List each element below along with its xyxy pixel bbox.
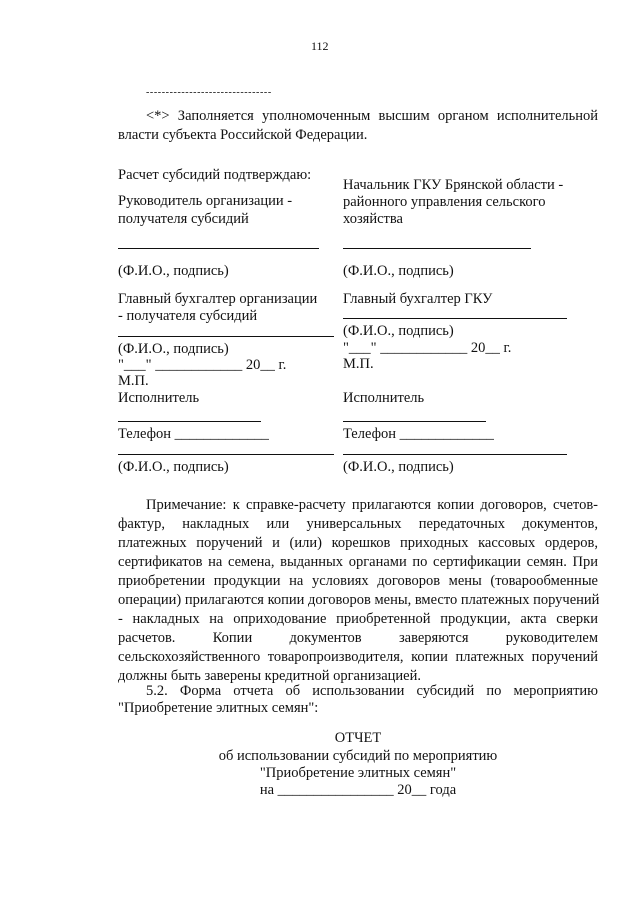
left-signature-line-2 [118, 336, 334, 337]
left-fio-3: (Ф.И.О., подпись) [118, 459, 229, 475]
right-executor: Исполнитель [343, 390, 425, 406]
note-line-3: платежных поручений и (или) корешков приходных кассовых ордеров, [118, 535, 598, 551]
note-line-8: расчетов. Копии документов заверяются руководителем [118, 630, 598, 646]
left-accountant-title-1: Главный бухгалтер организации [118, 291, 318, 307]
right-executor-line [343, 421, 486, 422]
section-heading-line-1: 5.2. Форма отчета об использовании субсидий по мероприятию [146, 683, 598, 699]
left-date: "___" ____________ 20__ г. [118, 357, 287, 373]
right-stamp-mp: М.П. [343, 356, 374, 372]
note-line-5: приобретении продукции на условиях договоров мены (товарообменные [118, 573, 598, 589]
note-line-1: Примечание: к справке-расчету прилагаются копии договоров, счетов- [146, 497, 598, 513]
left-fio-2: (Ф.И.О., подпись) [118, 341, 229, 357]
footnote-line-2: власти субъекта Российской Федерации. [118, 127, 368, 143]
left-executor-line [118, 421, 261, 422]
left-phone: Телефон _____________ [118, 426, 269, 442]
right-head-title-1: Начальник ГКУ Брянской области - [343, 177, 564, 193]
left-fio-1: (Ф.И.О., подпись) [118, 263, 229, 279]
left-stamp-mp: М.П. [118, 373, 149, 389]
right-signature-line-2 [343, 318, 567, 319]
report-title: ОТЧЕТ [334, 730, 382, 746]
left-signature-line-1 [118, 248, 319, 249]
right-fio-3: (Ф.И.О., подпись) [343, 459, 454, 475]
report-date: на ________________ 20__ года [259, 782, 457, 798]
right-phone: Телефон _____________ [343, 426, 494, 442]
note-line-9: сельскохозяйственного товаропроизводителя, копии платежных поручений [118, 649, 598, 665]
right-accountant-title: Главный бухгалтер ГКУ [343, 291, 493, 307]
note-line-6: операции) прилагаются копии договоров мены, вместо платежных поручений [118, 592, 600, 608]
left-executor: Исполнитель [118, 390, 200, 406]
right-date: "___" ____________ 20__ г. [343, 340, 512, 356]
left-signature-line-3 [118, 454, 334, 455]
left-accountant-title-2: - получателя субсидий [118, 308, 258, 324]
right-fio-1: (Ф.И.О., подпись) [343, 263, 454, 279]
note-line-2: фактур, накладных или универсальных передаточных документов, [118, 516, 598, 532]
footnote-line-1: <*> Заполняется уполномоченным высшим органом исполнительной [146, 108, 598, 124]
report-subtitle-2: "Приобретение элитных семян" [259, 765, 457, 781]
footnote-divider: -------------------------------- [146, 87, 272, 98]
right-signature-line-3 [343, 454, 567, 455]
section-heading-line-2: "Приобретение элитных семян": [118, 700, 319, 716]
left-head-title-1: Руководитель организации - [118, 193, 293, 209]
right-head-title-3: хозяйства [343, 211, 403, 227]
confirm-label: Расчет субсидий подтверждаю: [118, 167, 312, 183]
note-line-4: сертификатов на семена, выданных органами по сертификации семян. При [118, 554, 598, 570]
right-fio-2: (Ф.И.О., подпись) [343, 323, 454, 339]
note-line-10: должны быть заверены кредитной организацией. [118, 668, 421, 684]
note-line-7: - накладных на оприходование приобретенной продукции, акта сверки [118, 611, 598, 627]
page-number: 112 [311, 39, 329, 53]
left-head-title-2: получателя субсидий [118, 211, 249, 227]
report-subtitle-1: об использовании субсидий по мероприятию [218, 748, 498, 764]
right-head-title-2: районного управления сельского [343, 194, 546, 210]
right-signature-line-1 [343, 248, 531, 249]
